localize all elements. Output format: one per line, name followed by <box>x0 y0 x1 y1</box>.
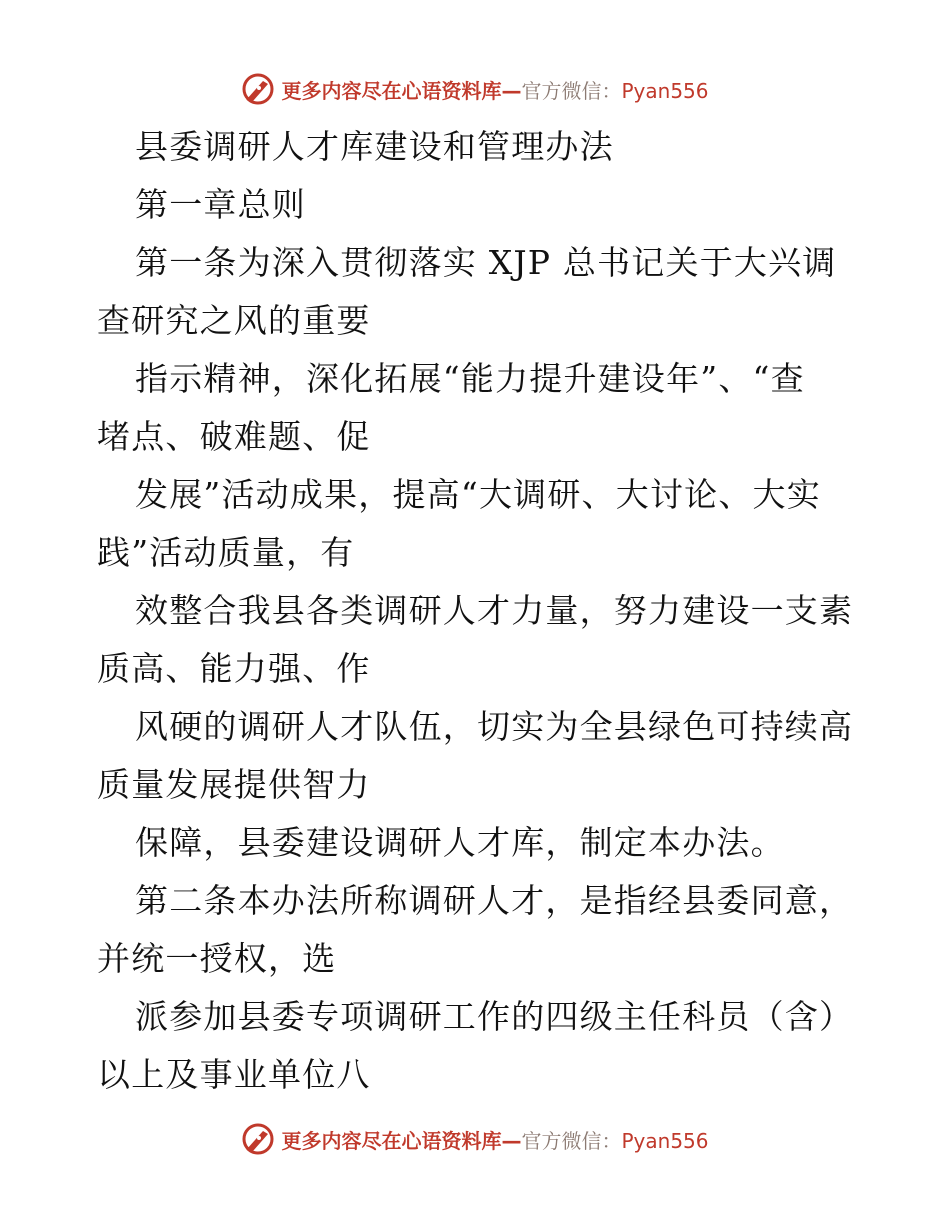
document-line: 第一条为深入贯彻落实 XJP 总书记关于大兴调 <box>135 243 837 282</box>
document-line: 第二条本办法所称调研人才，是指经县委同意， <box>135 881 854 920</box>
document-title: 县委调研人才库建设和管理办法 <box>135 127 614 166</box>
document-line: 以上及事业单位八 <box>97 1055 371 1094</box>
document-line: 派参加县委专项调研工作的四级主任科员（含） <box>135 997 854 1036</box>
pen-logo-icon <box>241 72 275 106</box>
watermark-site: 更多内容尽在心语资料库 <box>281 78 502 103</box>
document-line: 第一章总则 <box>135 185 306 224</box>
document-line: 保障，县委建设调研人才库，制定本办法。 <box>135 823 785 862</box>
watermark-label: 官方微信： <box>521 1128 622 1153</box>
pen-logo-icon <box>241 1122 275 1156</box>
footer-watermark <box>0 1122 950 1156</box>
watermark-label: 官方微信： <box>521 78 622 103</box>
document-line: 指示精神，深化拓展“能力提升建设年”、“查 <box>135 359 805 398</box>
document-line: 践”活动质量，有 <box>97 533 355 572</box>
document-line: 发展”活动成果，提高“大调研、大讨论、大实 <box>135 475 821 514</box>
document-line: 效整合我县各类调研人才力量，努力建设一支素 <box>135 591 854 630</box>
watermark-handle: Pyan556 <box>621 78 709 103</box>
header-watermark <box>0 72 950 106</box>
watermark-text <box>281 1125 708 1154</box>
document-line: 查研究之风的重要 <box>97 301 371 340</box>
watermark-site: 更多内容尽在心语资料库 <box>281 1128 502 1153</box>
document-line: 堵点、破难题、促 <box>97 417 371 456</box>
watermark-handle: Pyan556 <box>621 1128 709 1153</box>
document-line: 质量发展提供智力 <box>97 765 371 804</box>
document-body <box>97 118 877 1104</box>
watermark-dash: — <box>501 1128 522 1153</box>
document-line: 风硬的调研人才队伍，切实为全县绿色可持续高 <box>135 707 854 746</box>
document-line: 并统一授权，选 <box>97 939 337 978</box>
watermark-text <box>281 75 708 104</box>
document-line: 质高、能力强、作 <box>97 649 371 688</box>
watermark-dash: — <box>501 78 522 103</box>
